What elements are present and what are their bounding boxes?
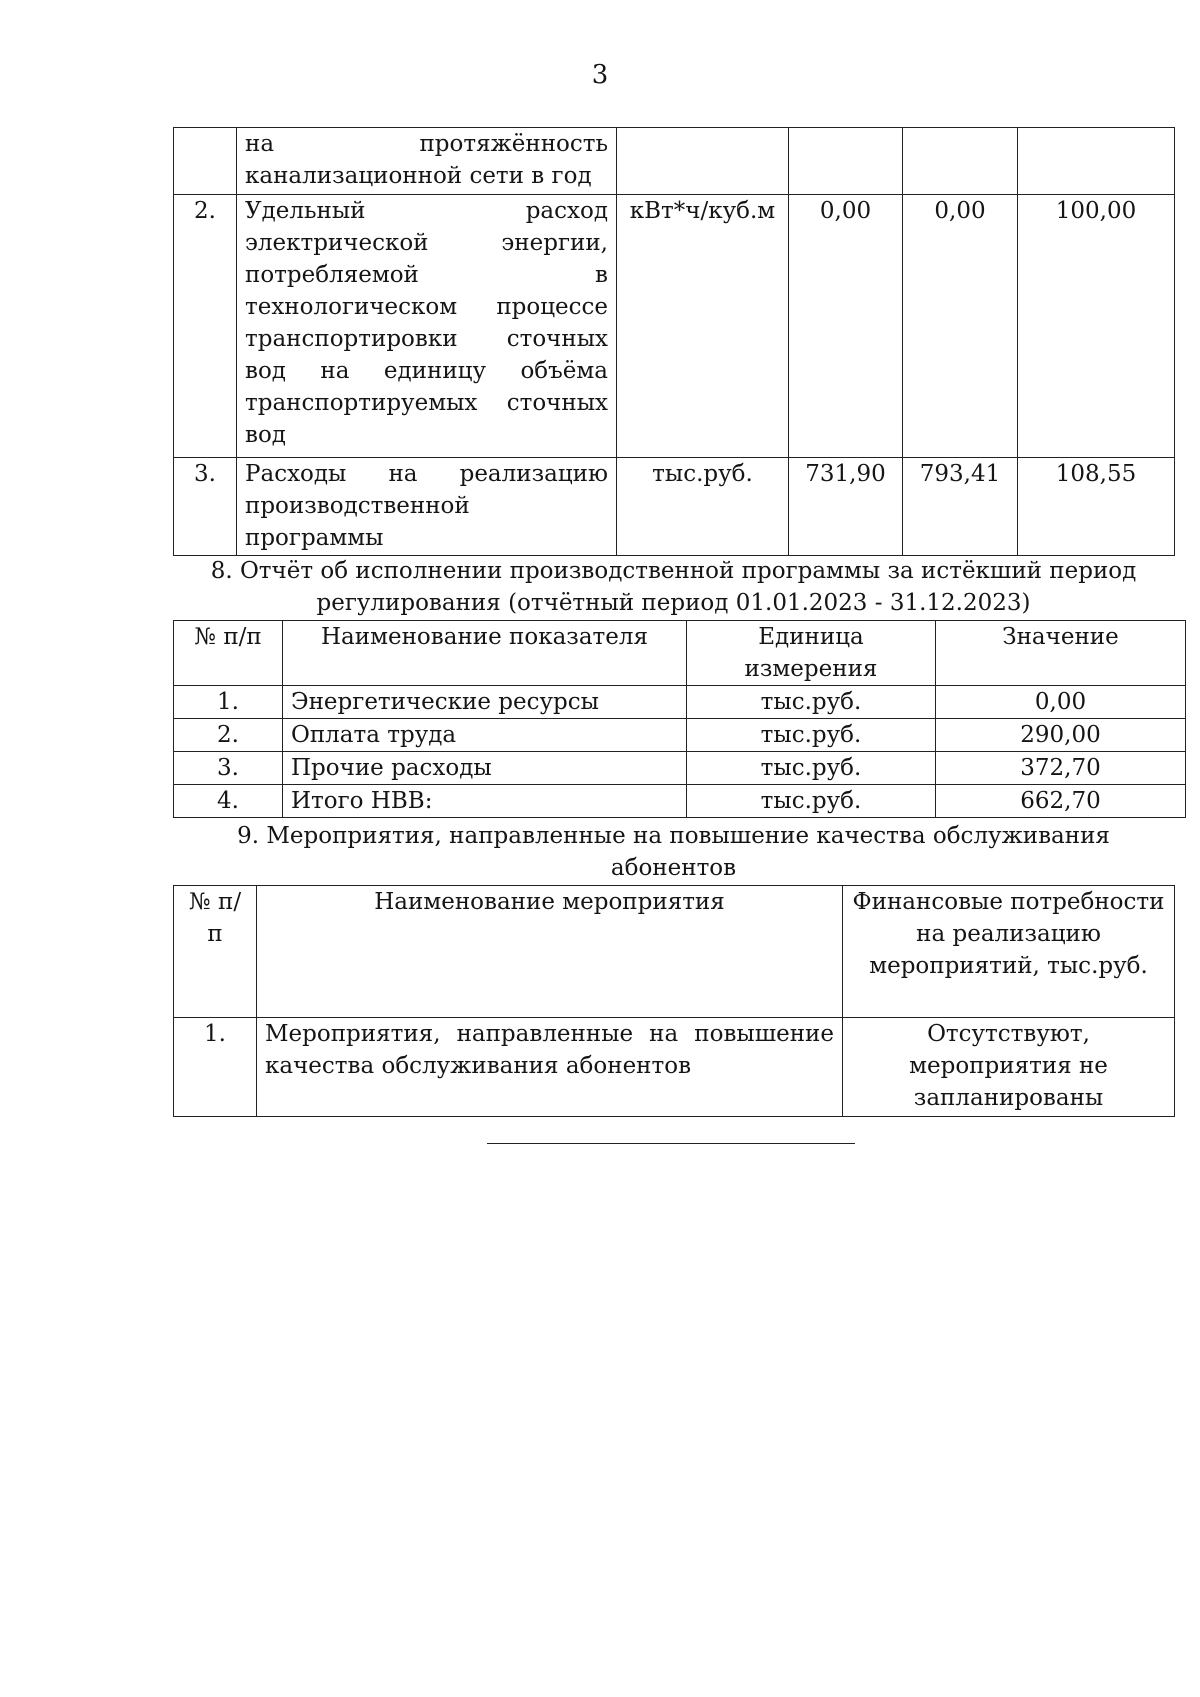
value-cell: 108,55 xyxy=(1018,458,1175,556)
indicator-name: Энергетические ресурсы xyxy=(283,686,687,719)
unit-cell: кВт*ч/куб.м xyxy=(617,195,789,458)
value-cell: 290,00 xyxy=(936,719,1186,752)
header-name: Наименование показателя xyxy=(283,621,687,686)
header-number: № п/п xyxy=(174,886,257,1018)
value-cell xyxy=(789,128,903,195)
row-number: 1. xyxy=(174,686,283,719)
header-unit: Единица измерения xyxy=(687,621,936,686)
row-number: 4. xyxy=(174,785,283,818)
indicator-name: Прочие расходы xyxy=(283,752,687,785)
indicator-name: Итого НВВ: xyxy=(283,785,687,818)
report-table xyxy=(173,620,1186,818)
unit-cell: тыс.руб. xyxy=(687,785,936,818)
indicators-table xyxy=(173,127,1175,556)
section-9-heading: 9. Мероприятия, направленные на повышение качества обслуживания абонентов xyxy=(237,823,1110,881)
value-cell: 0,00 xyxy=(789,195,903,458)
unit-cell: тыс.руб. xyxy=(687,752,936,785)
value-cell: 372,70 xyxy=(936,752,1186,785)
page-number: 3 xyxy=(591,60,609,90)
table-row xyxy=(174,752,1186,785)
finance-cell: Отсутствуют, мероприятия не запланированы xyxy=(843,1018,1175,1117)
indicator-name: Удельный расход электрической энергии, потребляемой в технологическом процессе транспортировки сточных вод на единицу объёма транспортируемых сточных вод xyxy=(237,195,617,458)
value-cell: 793,41 xyxy=(903,458,1018,556)
value-cell: 100,00 xyxy=(1018,195,1175,458)
measures-table xyxy=(173,885,1175,1117)
table-row xyxy=(174,785,1186,818)
row-number xyxy=(174,128,237,195)
unit-cell xyxy=(617,128,789,195)
row-number: 3. xyxy=(174,458,237,556)
measure-name: Мероприятия, направленные на повышение качества обслуживания абонентов xyxy=(257,1018,843,1117)
table-row xyxy=(174,195,1175,458)
unit-cell: тыс.руб. xyxy=(687,686,936,719)
section-8-heading: 8. Отчёт об исполнении производственной программы за истёкший период регулирования (отчётный период 01.01.2023 - 31.12.2023) xyxy=(210,558,1137,616)
indicator-name: Расходы на реализацию производственной программы xyxy=(237,458,617,556)
end-rule xyxy=(487,1143,855,1144)
header-value: Значение xyxy=(936,621,1186,686)
row-number: 3. xyxy=(174,752,283,785)
indicator-name: на протяжённость канализационной сети в год xyxy=(237,128,617,195)
value-cell: 662,70 xyxy=(936,785,1186,818)
row-number: 2. xyxy=(174,719,283,752)
table-row xyxy=(174,1018,1175,1117)
value-cell: 0,00 xyxy=(903,195,1018,458)
header-number: № п/п xyxy=(174,621,283,686)
table-row xyxy=(174,128,1175,195)
indicator-name: Оплата труда xyxy=(283,719,687,752)
row-number: 1. xyxy=(174,1018,257,1117)
table-header-row xyxy=(174,621,1186,686)
value-cell xyxy=(903,128,1018,195)
table-row xyxy=(174,719,1186,752)
unit-cell: тыс.руб. xyxy=(617,458,789,556)
table-header-row xyxy=(174,886,1175,1018)
header-name: Наименование мероприятия xyxy=(257,886,843,1018)
value-cell: 731,90 xyxy=(789,458,903,556)
table-row xyxy=(174,458,1175,556)
header-finance: Финансовые потребности на реализацию мероприятий, тыс.руб. xyxy=(843,886,1175,1018)
row-number: 2. xyxy=(174,195,237,458)
table-row xyxy=(174,686,1186,719)
value-cell: 0,00 xyxy=(936,686,1186,719)
value-cell xyxy=(1018,128,1175,195)
unit-cell: тыс.руб. xyxy=(687,719,936,752)
